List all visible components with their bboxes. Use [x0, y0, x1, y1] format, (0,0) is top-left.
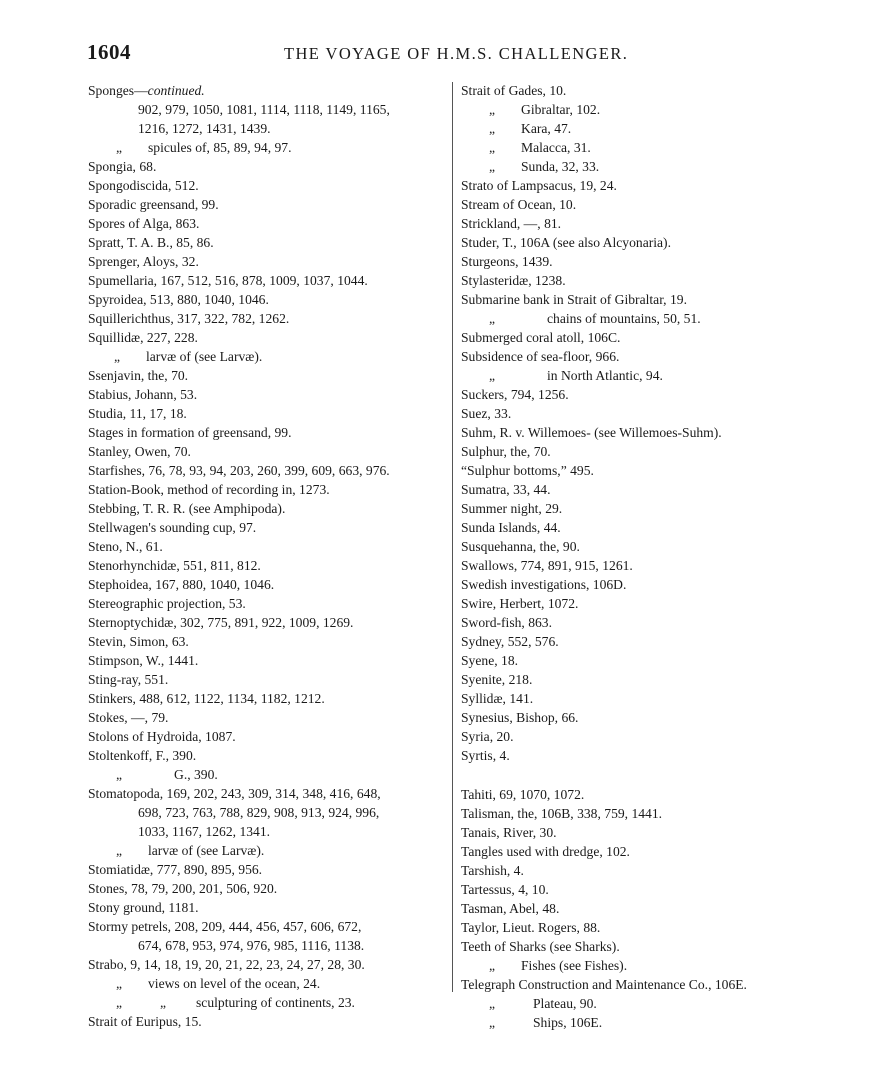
ditto-mark: „ — [116, 843, 123, 858]
index-entry: Ssenjavin, the, 70. — [88, 368, 189, 383]
index-entry: Talisman, the, 106B, 338, 759, 1441. — [461, 806, 663, 821]
index-entry: Subsidence of sea-floor, 966. — [461, 349, 620, 364]
ditto-mark: „ — [116, 976, 123, 991]
index-entry: Sturgeons, 1439. — [461, 254, 553, 269]
index-entry: “Sulphur bottoms,” 495. — [461, 463, 594, 478]
index-entry: Swallows, 774, 891, 915, 1261. — [461, 558, 633, 573]
index-entry: Submerged coral atoll, 106C. — [461, 330, 621, 345]
index-subentry — [461, 994, 821, 1013]
index-entry: Squillerichthus, 317, 322, 782, 1262. — [88, 311, 290, 326]
subentry-text: larvæ of (see Larvæ). — [146, 349, 263, 364]
index-entry: Stomatopoda, 169, 202, 243, 309, 314, 348, 416, 648, — [88, 786, 381, 801]
index-entry: Starfishes, 76, 78, 93, 94, 203, 260, 399, 609, 663, 976. — [88, 463, 390, 478]
index-entry: Stabius, Johann, 53. — [88, 387, 198, 402]
index-entry: Strabo, 9, 14, 18, 19, 20, 21, 22, 23, 24, 27, 28, 30. — [88, 957, 365, 972]
index-entry: Spongodiscida, 512. — [88, 178, 199, 193]
index-entry: Sydney, 552, 576. — [461, 634, 559, 649]
index-entry: Synesius, Bishop, 66. — [461, 710, 579, 725]
index-entry: Syrtis, 4. — [461, 748, 510, 763]
index-entry: Station-Book, method of recording in, 1273. — [88, 482, 330, 497]
index-entry: Strait of Euripus, 15. — [88, 1014, 202, 1029]
index-entry: Strait of Gades, 10. — [461, 83, 567, 98]
index-entry: Sporadic greensand, 99. — [88, 197, 219, 212]
index-entry-continuation: 1216, 1272, 1431, 1439. — [138, 121, 271, 136]
index-entry: Spumellaria, 167, 512, 516, 878, 1009, 1037, 1044. — [88, 273, 368, 288]
continued-label: continued. — [147, 83, 205, 98]
index-entry: Stream of Ocean, 10. — [461, 197, 577, 212]
ditto-mark: „ — [489, 140, 496, 155]
subentry-text: Ships, 106E. — [533, 1015, 603, 1030]
index-subentry — [461, 119, 821, 138]
ditto-mark: „ — [489, 102, 496, 117]
subentry-text: G., 390. — [174, 767, 218, 782]
index-entry: Susquehanna, the, 90. — [461, 539, 580, 554]
index-entry: Teeth of Sharks (see Sharks). — [461, 939, 620, 954]
index-entry: Tahiti, 69, 1070, 1072. — [461, 787, 585, 802]
index-subentry — [461, 138, 821, 157]
index-entry: Submarine bank in Strait of Gibraltar, 19. — [461, 292, 687, 307]
index-subentry — [88, 974, 440, 993]
index-entry: Studer, T., 106A (see also Alcyonaria). — [461, 235, 671, 250]
index-entry: Sunda Islands, 44. — [461, 520, 561, 535]
index-entry: Sternoptychidæ, 302, 775, 891, 922, 1009, 1269. — [88, 615, 354, 630]
index-entry: Stolons of Hydroida, 1087. — [88, 729, 236, 744]
index-entry: Sprenger, Aloys, 32. — [88, 254, 199, 269]
index-entry: Suckers, 794, 1256. — [461, 387, 569, 402]
index-entry — [88, 81, 440, 100]
index-entry: Spores of Alga, 863. — [88, 216, 200, 231]
subentry-text: Malacca, 31. — [521, 140, 591, 155]
index-entry: Steno, N., 61. — [88, 539, 163, 554]
index-entry-continuation: 674, 678, 953, 974, 976, 985, 1116, 1138. — [138, 938, 365, 953]
index-entry-continuation: 1033, 1167, 1262, 1341. — [138, 824, 271, 839]
subentry-text: spicules of, 85, 89, 94, 97. — [148, 140, 292, 155]
index-subentry — [88, 138, 440, 157]
ditto-mark: „ — [114, 349, 121, 364]
index-entry: Syenite, 218. — [461, 672, 533, 687]
index-entry: Stomiatidæ, 777, 890, 895, 956. — [88, 862, 263, 877]
ditto-mark: „ — [116, 140, 123, 155]
index-entry: Stormy petrels, 208, 209, 444, 456, 457, 606, 672, — [88, 919, 362, 934]
index-entry: Tasman, Abel, 48. — [461, 901, 560, 916]
index-entry: Stereographic projection, 53. — [88, 596, 246, 611]
index-entry: Stinkers, 488, 612, 1122, 1134, 1182, 1212. — [88, 691, 325, 706]
subentry-text: larvæ of (see Larvæ). — [148, 843, 265, 858]
index-entry: Sword-fish, 863. — [461, 615, 553, 630]
subentry-text: in North Atlantic, 94. — [547, 368, 663, 383]
index-entry-continuation: 698, 723, 763, 788, 829, 908, 913, 924, 996, — [138, 805, 380, 820]
index-entry: Stones, 78, 79, 200, 201, 506, 920. — [88, 881, 278, 896]
index-entry: Strickland, —, 81. — [461, 216, 562, 231]
index-entry: Stanley, Owen, 70. — [88, 444, 191, 459]
index-entry: Stony ground, 1181. — [88, 900, 199, 915]
index-subentry — [461, 157, 821, 176]
index-entry: Telegraph Construction and Maintenance Co., 106E. — [461, 977, 747, 992]
index-subentry — [88, 993, 440, 1012]
index-entry: Suez, 33. — [461, 406, 512, 421]
index-entry: Syene, 18. — [461, 653, 519, 668]
index-entry: Summer night, 29. — [461, 501, 563, 516]
index-subentry — [88, 347, 440, 366]
index-entry: Tanais, River, 30. — [461, 825, 557, 840]
index-entry: Syllidæ, 141. — [461, 691, 534, 706]
subentry-text: Plateau, 90. — [533, 996, 597, 1011]
ditto-mark: „ — [160, 995, 167, 1010]
subentry-text: Gibraltar, 102. — [521, 102, 601, 117]
index-entry: Stellwagen's sounding cup, 97. — [88, 520, 257, 535]
index-entry: Taylor, Lieut. Rogers, 88. — [461, 920, 601, 935]
index-entry: Stokes, —, 79. — [88, 710, 169, 725]
ditto-mark: „ — [489, 958, 496, 973]
index-entry: Tangles used with dredge, 102. — [461, 844, 630, 859]
index-entry: Stages in formation of greensand, 99. — [88, 425, 292, 440]
index-entry: Swedish investigations, 106D. — [461, 577, 627, 592]
index-subentry — [461, 309, 821, 328]
index-entry: Squillidæ, 227, 228. — [88, 330, 198, 345]
ditto-mark: „ — [489, 1015, 496, 1030]
index-entry: Studia, 11, 17, 18. — [88, 406, 187, 421]
index-entry: Tartessus, 4, 10. — [461, 882, 549, 897]
index-entry: Swire, Herbert, 1072. — [461, 596, 579, 611]
index-entry: Tarshish, 4. — [461, 863, 524, 878]
index-entry: Stebbing, T. R. R. (see Amphipoda). — [88, 501, 286, 516]
index-entry: Strato of Lampsacus, 19, 24. — [461, 178, 617, 193]
ditto-mark: „ — [489, 311, 496, 326]
page-number: 1604 — [87, 40, 131, 64]
index-entry: Spratt, T. A. B., 85, 86. — [88, 235, 214, 250]
subentry-text: sculpturing of continents, 23. — [196, 995, 355, 1010]
index-entry: Suhm, R. v. Willemoes- (see Willemoes-Suhm). — [461, 425, 722, 440]
index-entry-continuation: 902, 979, 1050, 1081, 1114, 1118, 1149, 1165, — [138, 102, 390, 117]
index-subentry — [461, 366, 821, 385]
index-entry: Stylasteridæ, 1238. — [461, 273, 566, 288]
index-entry: Stenorhynchidæ, 551, 811, 812. — [88, 558, 261, 573]
ditto-mark: „ — [116, 995, 123, 1010]
index-subentry — [461, 1013, 821, 1032]
ditto-mark: „ — [489, 159, 496, 174]
right-column — [461, 81, 821, 1032]
index-entry: Spyroidea, 513, 880, 1040, 1046. — [88, 292, 269, 307]
index-entry: Sulphur, the, 70. — [461, 444, 551, 459]
subentry-text: chains of mountains, 50, 51. — [547, 311, 701, 326]
column-divider — [452, 82, 453, 992]
index-entry: Stimpson, W., 1441. — [88, 653, 199, 668]
index-subentry — [461, 956, 821, 975]
left-column — [88, 81, 440, 1031]
subentry-text: Kara, 47. — [521, 121, 572, 136]
index-entry: Stephoidea, 167, 880, 1040, 1046. — [88, 577, 275, 592]
index-subentry — [88, 765, 440, 784]
index-entry: Stoltenkoff, F., 390. — [88, 748, 197, 763]
entry-heading: Sponges— — [88, 83, 148, 98]
index-entry: Syria, 20. — [461, 729, 514, 744]
subentry-text: views on level of the ocean, 24. — [148, 976, 321, 991]
index-entry: Stevin, Simon, 63. — [88, 634, 189, 649]
index-entry: Sumatra, 33, 44. — [461, 482, 551, 497]
subentry-text: Fishes (see Fishes). — [521, 958, 628, 973]
ditto-mark: „ — [489, 368, 496, 383]
ditto-mark: „ — [116, 767, 123, 782]
ditto-mark: „ — [489, 121, 496, 136]
subentry-text: Sunda, 32, 33. — [521, 159, 600, 174]
index-entry: Spongia, 68. — [88, 159, 157, 174]
index-subentry — [461, 100, 821, 119]
ditto-mark: „ — [489, 996, 496, 1011]
running-head: THE VOYAGE OF H.M.S. CHALLENGER. — [284, 44, 629, 63]
index-entry: Sting-ray, 551. — [88, 672, 169, 687]
index-subentry — [88, 841, 440, 860]
